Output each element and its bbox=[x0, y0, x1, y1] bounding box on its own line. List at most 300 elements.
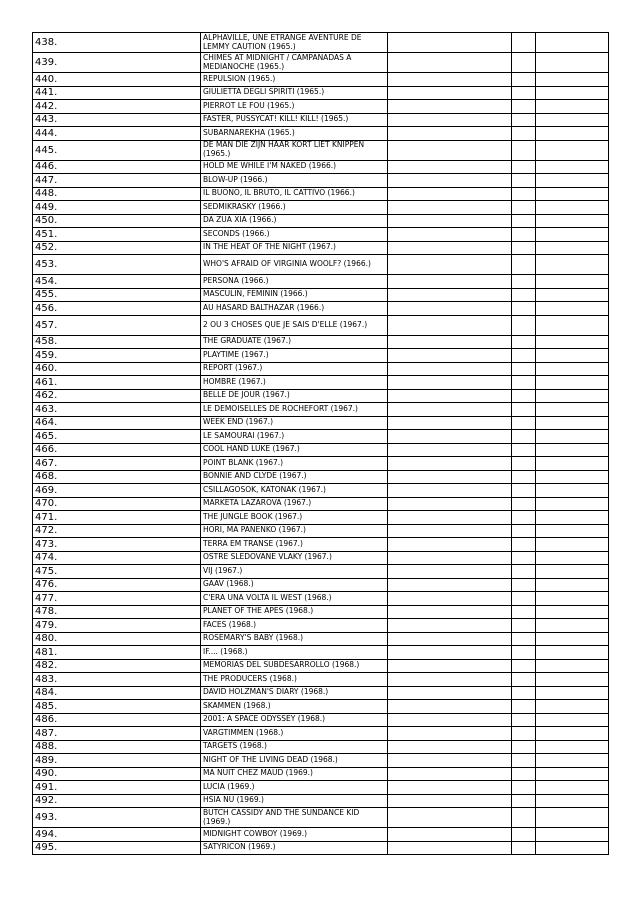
film-title: NIGHT OF THE LIVING DEAD (1968.) bbox=[201, 754, 388, 768]
empty-cell bbox=[536, 828, 609, 842]
empty-cell bbox=[512, 214, 536, 228]
table-row bbox=[33, 727, 609, 741]
table-row bbox=[33, 781, 609, 795]
empty-cell bbox=[388, 275, 512, 289]
row-number: 459. bbox=[33, 349, 201, 363]
table-row bbox=[33, 389, 609, 403]
empty-cell bbox=[512, 389, 536, 403]
table-row bbox=[33, 201, 609, 215]
empty-cell bbox=[536, 255, 609, 275]
film-title: REPORT (1967.) bbox=[201, 362, 388, 376]
table-row bbox=[33, 673, 609, 687]
empty-cell bbox=[512, 497, 536, 511]
row-number: 477. bbox=[33, 592, 201, 606]
row-number: 458. bbox=[33, 335, 201, 349]
table-row bbox=[33, 255, 609, 275]
table-row bbox=[33, 767, 609, 781]
film-title: CSILLAGOSOK, KATONAK (1967.) bbox=[201, 484, 388, 498]
table-row bbox=[33, 551, 609, 565]
table-row bbox=[33, 86, 609, 100]
film-title: IN THE HEAT OF THE NIGHT (1967.) bbox=[201, 241, 388, 255]
empty-cell bbox=[536, 389, 609, 403]
table-row bbox=[33, 362, 609, 376]
table-row bbox=[33, 686, 609, 700]
table-row bbox=[33, 592, 609, 606]
table-row bbox=[33, 349, 609, 363]
film-title: HORI, MA PANENKO (1967.) bbox=[201, 524, 388, 538]
empty-cell bbox=[512, 511, 536, 525]
film-title: SUBARNAREKHA (1965.) bbox=[201, 127, 388, 141]
table-row bbox=[33, 241, 609, 255]
table-row bbox=[33, 578, 609, 592]
empty-cell bbox=[388, 632, 512, 646]
row-number: 456. bbox=[33, 302, 201, 316]
row-number: 494. bbox=[33, 828, 201, 842]
empty-cell bbox=[512, 794, 536, 808]
table-row bbox=[33, 335, 609, 349]
empty-cell bbox=[388, 457, 512, 471]
table-row bbox=[33, 416, 609, 430]
film-title: DE MAN DIE ZIJN HAAR KORT LIET KNIPPEN (1965.) bbox=[201, 140, 388, 160]
empty-cell bbox=[536, 659, 609, 673]
empty-cell bbox=[536, 174, 609, 188]
empty-cell bbox=[512, 403, 536, 417]
table-row bbox=[33, 403, 609, 417]
row-number: 480. bbox=[33, 632, 201, 646]
empty-cell bbox=[512, 538, 536, 552]
empty-cell bbox=[536, 160, 609, 174]
row-number: 447. bbox=[33, 174, 201, 188]
film-title: C'ERA UNA VOLTA IL WEST (1968.) bbox=[201, 592, 388, 606]
empty-cell bbox=[388, 228, 512, 242]
empty-cell bbox=[388, 794, 512, 808]
row-number: 462. bbox=[33, 389, 201, 403]
film-title: IL BUONO, IL BRUTO, IL CATTIVO (1966.) bbox=[201, 187, 388, 201]
empty-cell bbox=[536, 315, 609, 335]
empty-cell bbox=[388, 160, 512, 174]
table-row bbox=[33, 288, 609, 302]
empty-cell bbox=[388, 443, 512, 457]
empty-cell bbox=[536, 646, 609, 660]
row-number: 472. bbox=[33, 524, 201, 538]
row-number: 476. bbox=[33, 578, 201, 592]
empty-cell bbox=[536, 686, 609, 700]
empty-cell bbox=[536, 524, 609, 538]
empty-cell bbox=[388, 659, 512, 673]
film-title: MIDNIGHT COWBOY (1969.) bbox=[201, 828, 388, 842]
empty-cell bbox=[536, 497, 609, 511]
empty-cell bbox=[388, 127, 512, 141]
film-title: MARKETA LAZAROVA (1967.) bbox=[201, 497, 388, 511]
row-number: 461. bbox=[33, 376, 201, 390]
empty-cell bbox=[388, 187, 512, 201]
row-number: 443. bbox=[33, 113, 201, 127]
film-title: MA NUIT CHEZ MAUD (1969.) bbox=[201, 767, 388, 781]
table-row bbox=[33, 53, 609, 73]
film-title: PLAYTIME (1967.) bbox=[201, 349, 388, 363]
empty-cell bbox=[536, 484, 609, 498]
row-number: 469. bbox=[33, 484, 201, 498]
empty-cell bbox=[388, 335, 512, 349]
row-number: 486. bbox=[33, 713, 201, 727]
row-number: 491. bbox=[33, 781, 201, 795]
row-number: 455. bbox=[33, 288, 201, 302]
film-title: 2001: A SPACE ODYSSEY (1968.) bbox=[201, 713, 388, 727]
empty-cell bbox=[388, 605, 512, 619]
table-row bbox=[33, 828, 609, 842]
empty-cell bbox=[388, 841, 512, 855]
empty-cell bbox=[388, 619, 512, 633]
empty-cell bbox=[388, 73, 512, 87]
empty-cell bbox=[388, 592, 512, 606]
empty-cell bbox=[388, 673, 512, 687]
film-title: DAVID HOLZMAN'S DIARY (1968.) bbox=[201, 686, 388, 700]
empty-cell bbox=[388, 140, 512, 160]
empty-cell bbox=[388, 416, 512, 430]
empty-cell bbox=[388, 100, 512, 114]
row-number: 485. bbox=[33, 700, 201, 714]
table-row bbox=[33, 376, 609, 390]
empty-cell bbox=[512, 659, 536, 673]
empty-cell bbox=[512, 73, 536, 87]
table-row bbox=[33, 302, 609, 316]
table-row bbox=[33, 808, 609, 828]
empty-cell bbox=[512, 828, 536, 842]
empty-cell bbox=[512, 646, 536, 660]
row-number: 457. bbox=[33, 315, 201, 335]
row-number: 470. bbox=[33, 497, 201, 511]
row-number: 468. bbox=[33, 470, 201, 484]
empty-cell bbox=[536, 127, 609, 141]
film-title: PLANET OF THE APES (1968.) bbox=[201, 605, 388, 619]
film-title: CHIMES AT MIDNIGHT / CAMPANADAS A MEDIANOCHE (1965.) bbox=[201, 53, 388, 73]
empty-cell bbox=[536, 302, 609, 316]
row-number: 448. bbox=[33, 187, 201, 201]
empty-cell bbox=[388, 686, 512, 700]
film-title: COOL HAND LUKE (1967.) bbox=[201, 443, 388, 457]
film-title: VIJ (1967.) bbox=[201, 565, 388, 579]
film-title: TARGETS (1968.) bbox=[201, 740, 388, 754]
film-title: HSIA NU (1969.) bbox=[201, 794, 388, 808]
empty-cell bbox=[512, 565, 536, 579]
film-title: SEDMIKRASKY (1966.) bbox=[201, 201, 388, 215]
table-row bbox=[33, 214, 609, 228]
empty-cell bbox=[512, 187, 536, 201]
empty-cell bbox=[388, 808, 512, 828]
film-title: THE JUNGLE BOOK (1967.) bbox=[201, 511, 388, 525]
empty-cell bbox=[536, 86, 609, 100]
row-number: 439. bbox=[33, 53, 201, 73]
table-row bbox=[33, 315, 609, 335]
row-number: 495. bbox=[33, 841, 201, 855]
row-number: 445. bbox=[33, 140, 201, 160]
empty-cell bbox=[388, 781, 512, 795]
film-title: SATYRICON (1969.) bbox=[201, 841, 388, 855]
empty-cell bbox=[536, 443, 609, 457]
table-row bbox=[33, 127, 609, 141]
table-row bbox=[33, 619, 609, 633]
empty-cell bbox=[388, 376, 512, 390]
empty-cell bbox=[536, 700, 609, 714]
row-number: 463. bbox=[33, 403, 201, 417]
row-number: 450. bbox=[33, 214, 201, 228]
row-number: 449. bbox=[33, 201, 201, 215]
film-title: WHO'S AFRAID OF VIRGINIA WOOLF? (1966.) bbox=[201, 255, 388, 275]
table-row bbox=[33, 605, 609, 619]
empty-cell bbox=[512, 740, 536, 754]
row-number: 446. bbox=[33, 160, 201, 174]
empty-cell bbox=[512, 288, 536, 302]
empty-cell bbox=[388, 524, 512, 538]
empty-cell bbox=[512, 53, 536, 73]
row-number: 479. bbox=[33, 619, 201, 633]
empty-cell bbox=[512, 362, 536, 376]
empty-cell bbox=[536, 100, 609, 114]
empty-cell bbox=[512, 578, 536, 592]
empty-cell bbox=[536, 201, 609, 215]
empty-cell bbox=[536, 349, 609, 363]
empty-cell bbox=[512, 302, 536, 316]
empty-cell bbox=[536, 416, 609, 430]
empty-cell bbox=[388, 538, 512, 552]
row-number: 464. bbox=[33, 416, 201, 430]
row-number: 440. bbox=[33, 73, 201, 87]
row-number: 488. bbox=[33, 740, 201, 754]
row-number: 481. bbox=[33, 646, 201, 660]
row-number: 465. bbox=[33, 430, 201, 444]
table-row bbox=[33, 457, 609, 471]
empty-cell bbox=[536, 767, 609, 781]
empty-cell bbox=[512, 592, 536, 606]
empty-cell bbox=[536, 619, 609, 633]
table-row bbox=[33, 794, 609, 808]
film-title: BELLE DE JOUR (1967.) bbox=[201, 389, 388, 403]
empty-cell bbox=[536, 113, 609, 127]
film-title: WEEK END (1967.) bbox=[201, 416, 388, 430]
film-title: HOMBRE (1967.) bbox=[201, 376, 388, 390]
empty-cell bbox=[536, 565, 609, 579]
row-number: 473. bbox=[33, 538, 201, 552]
empty-cell bbox=[388, 302, 512, 316]
empty-cell bbox=[512, 754, 536, 768]
empty-cell bbox=[536, 470, 609, 484]
empty-cell bbox=[512, 201, 536, 215]
empty-cell bbox=[388, 201, 512, 215]
empty-cell bbox=[536, 241, 609, 255]
empty-cell bbox=[388, 53, 512, 73]
film-title: SKAMMEN (1968.) bbox=[201, 700, 388, 714]
film-title: FASTER, PUSSYCAT! KILL! KILL! (1965.) bbox=[201, 113, 388, 127]
row-number: 474. bbox=[33, 551, 201, 565]
empty-cell bbox=[536, 794, 609, 808]
film-title: THE GRADUATE (1967.) bbox=[201, 335, 388, 349]
film-title: DA ZUA XIA (1966.) bbox=[201, 214, 388, 228]
empty-cell bbox=[512, 376, 536, 390]
empty-cell bbox=[536, 511, 609, 525]
row-number: 453. bbox=[33, 255, 201, 275]
empty-cell bbox=[512, 605, 536, 619]
film-title: HOLD ME WHILE I'M NAKED (1966.) bbox=[201, 160, 388, 174]
empty-cell bbox=[536, 592, 609, 606]
empty-cell bbox=[388, 33, 512, 53]
table-row bbox=[33, 140, 609, 160]
table-row bbox=[33, 275, 609, 289]
row-number: 478. bbox=[33, 605, 201, 619]
empty-cell bbox=[536, 808, 609, 828]
film-title: BONNIE AND CLYDE (1967.) bbox=[201, 470, 388, 484]
film-title: GAAV (1968.) bbox=[201, 578, 388, 592]
empty-cell bbox=[536, 214, 609, 228]
film-title: TERRA EM TRANSE (1967.) bbox=[201, 538, 388, 552]
empty-cell bbox=[512, 113, 536, 127]
empty-cell bbox=[388, 511, 512, 525]
empty-cell bbox=[388, 740, 512, 754]
empty-cell bbox=[512, 33, 536, 53]
empty-cell bbox=[536, 403, 609, 417]
empty-cell bbox=[388, 484, 512, 498]
film-title: OSTRE SLEDOVANE VLAKY (1967.) bbox=[201, 551, 388, 565]
empty-cell bbox=[512, 686, 536, 700]
row-number: 451. bbox=[33, 228, 201, 242]
table-row bbox=[33, 659, 609, 673]
empty-cell bbox=[536, 754, 609, 768]
row-number: 483. bbox=[33, 673, 201, 687]
film-title: BUTCH CASSIDY AND THE SUNDANCE KID (1969.) bbox=[201, 808, 388, 828]
empty-cell bbox=[512, 127, 536, 141]
film-title: PERSONA (1966.) bbox=[201, 275, 388, 289]
empty-cell bbox=[512, 241, 536, 255]
empty-cell bbox=[512, 443, 536, 457]
row-number: 438. bbox=[33, 33, 201, 53]
empty-cell bbox=[512, 673, 536, 687]
row-number: 452. bbox=[33, 241, 201, 255]
row-number: 460. bbox=[33, 362, 201, 376]
film-list-table bbox=[32, 32, 609, 855]
film-title: PIERROT LE FOU (1965.) bbox=[201, 100, 388, 114]
empty-cell bbox=[512, 841, 536, 855]
row-number: 441. bbox=[33, 86, 201, 100]
empty-cell bbox=[388, 551, 512, 565]
film-title: ALPHAVILLE, UNE ETRANGE AVENTURE DE LEMMY CAUTION (1965.) bbox=[201, 33, 388, 53]
empty-cell bbox=[536, 457, 609, 471]
film-title: 2 OU 3 CHOSES QUE JE SAIS D'ELLE (1967.) bbox=[201, 315, 388, 335]
film-title: SECONDS (1966.) bbox=[201, 228, 388, 242]
table-row bbox=[33, 713, 609, 727]
table-row bbox=[33, 100, 609, 114]
table-row bbox=[33, 33, 609, 53]
table-row bbox=[33, 841, 609, 855]
row-number: 492. bbox=[33, 794, 201, 808]
table-row bbox=[33, 646, 609, 660]
empty-cell bbox=[388, 362, 512, 376]
film-title: LUCIA (1969.) bbox=[201, 781, 388, 795]
table-row bbox=[33, 113, 609, 127]
empty-cell bbox=[512, 430, 536, 444]
row-number: 482. bbox=[33, 659, 201, 673]
film-title: LE SAMOURAI (1967.) bbox=[201, 430, 388, 444]
table-row bbox=[33, 430, 609, 444]
film-title: IF.... (1968.) bbox=[201, 646, 388, 660]
empty-cell bbox=[388, 288, 512, 302]
empty-cell bbox=[536, 140, 609, 160]
empty-cell bbox=[536, 275, 609, 289]
row-number: 493. bbox=[33, 808, 201, 828]
empty-cell bbox=[536, 288, 609, 302]
row-number: 454. bbox=[33, 275, 201, 289]
empty-cell bbox=[512, 713, 536, 727]
table-row bbox=[33, 497, 609, 511]
table-row bbox=[33, 700, 609, 714]
row-number: 487. bbox=[33, 727, 201, 741]
film-title: MASCULIN, FEMININ (1966.) bbox=[201, 288, 388, 302]
table-row bbox=[33, 174, 609, 188]
table-row bbox=[33, 538, 609, 552]
row-number: 444. bbox=[33, 127, 201, 141]
empty-cell bbox=[388, 754, 512, 768]
film-title: REPULSION (1965.) bbox=[201, 73, 388, 87]
table-row bbox=[33, 740, 609, 754]
empty-cell bbox=[388, 241, 512, 255]
table-row bbox=[33, 470, 609, 484]
table-row bbox=[33, 754, 609, 768]
table-row bbox=[33, 160, 609, 174]
row-number: 471. bbox=[33, 511, 201, 525]
empty-cell bbox=[388, 113, 512, 127]
empty-cell bbox=[388, 214, 512, 228]
empty-cell bbox=[536, 187, 609, 201]
film-title: FACES (1968.) bbox=[201, 619, 388, 633]
empty-cell bbox=[536, 740, 609, 754]
empty-cell bbox=[512, 228, 536, 242]
table-row bbox=[33, 524, 609, 538]
film-title: MEMORIAS DEL SUBDESARROLLO (1968.) bbox=[201, 659, 388, 673]
empty-cell bbox=[536, 430, 609, 444]
empty-cell bbox=[512, 524, 536, 538]
empty-cell bbox=[512, 86, 536, 100]
empty-cell bbox=[512, 315, 536, 335]
empty-cell bbox=[388, 578, 512, 592]
empty-cell bbox=[536, 33, 609, 53]
empty-cell bbox=[536, 376, 609, 390]
empty-cell bbox=[512, 349, 536, 363]
film-title: VARGTIMMEN (1968.) bbox=[201, 727, 388, 741]
empty-cell bbox=[388, 403, 512, 417]
empty-cell bbox=[512, 275, 536, 289]
empty-cell bbox=[512, 484, 536, 498]
empty-cell bbox=[388, 349, 512, 363]
row-number: 467. bbox=[33, 457, 201, 471]
row-number: 489. bbox=[33, 754, 201, 768]
film-title: THE PRODUCERS (1968.) bbox=[201, 673, 388, 687]
empty-cell bbox=[536, 53, 609, 73]
empty-cell bbox=[512, 727, 536, 741]
empty-cell bbox=[536, 713, 609, 727]
row-number: 475. bbox=[33, 565, 201, 579]
empty-cell bbox=[388, 470, 512, 484]
empty-cell bbox=[536, 727, 609, 741]
empty-cell bbox=[388, 713, 512, 727]
empty-cell bbox=[388, 497, 512, 511]
empty-cell bbox=[512, 470, 536, 484]
empty-cell bbox=[536, 605, 609, 619]
empty-cell bbox=[388, 727, 512, 741]
empty-cell bbox=[536, 578, 609, 592]
empty-cell bbox=[388, 430, 512, 444]
film-title: GIULIETTA DEGLI SPIRITI (1965.) bbox=[201, 86, 388, 100]
empty-cell bbox=[512, 767, 536, 781]
empty-cell bbox=[388, 646, 512, 660]
empty-cell bbox=[536, 73, 609, 87]
